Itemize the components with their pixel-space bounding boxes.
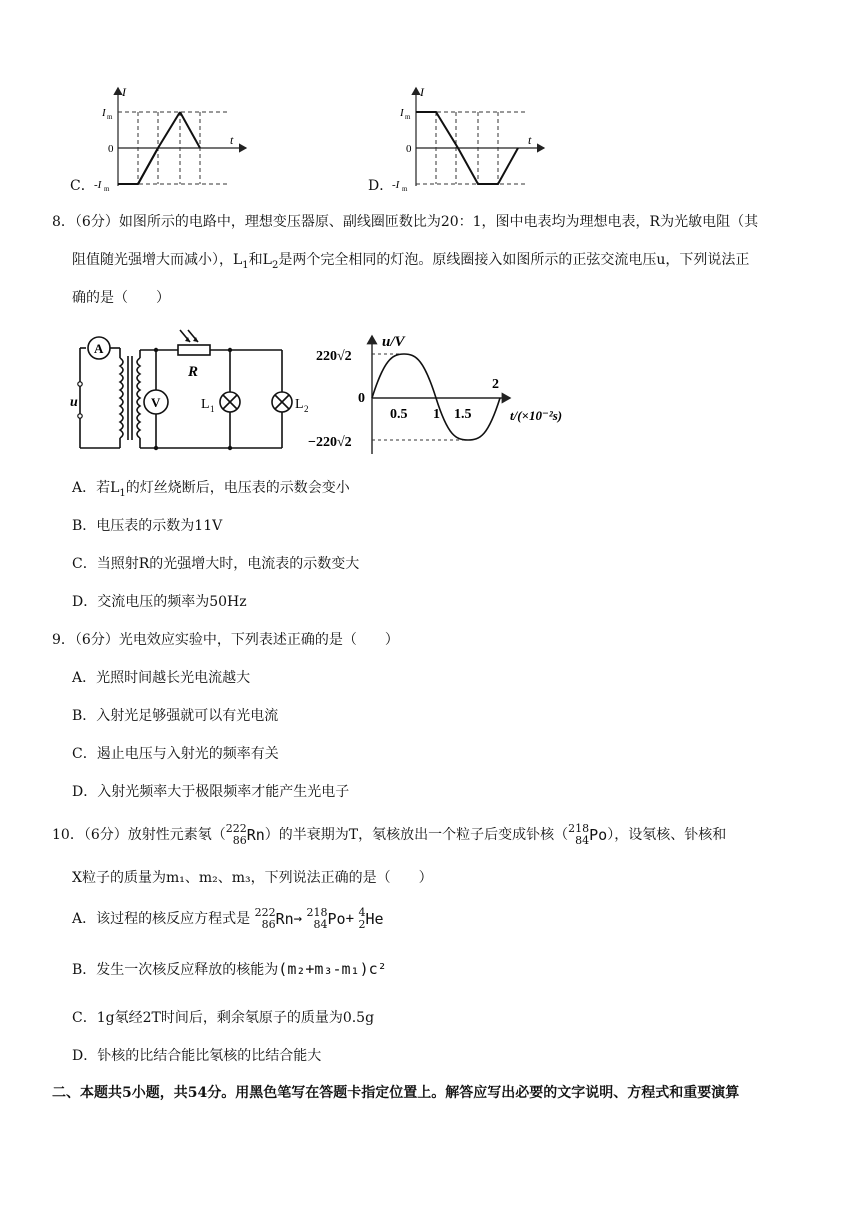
current-graph-c bbox=[70, 82, 270, 197]
q9-option-b: B．入射光足够强就可以有光电流 bbox=[72, 708, 279, 724]
svg-text:t: t bbox=[528, 133, 532, 147]
q8-option-a: A．若$L_1$的灯丝烧断后，电压表的示数会变小 bbox=[72, 480, 350, 499]
svg-text:0: 0 bbox=[358, 391, 365, 406]
photoresistor bbox=[178, 345, 210, 355]
q8-line2: 阻值随光强增大而减小），$L_1$和$L_2$是两个完全相同的灯泡。原线圈接入如图所示的正弦交流电压u，下列说法正 bbox=[72, 252, 750, 271]
q8-line1: 8．（6分）如图所示的电路中，理想变压器原、副线圈匝数比为20：1，图中电表均为理想电表，R为光敏电阻（其 bbox=[52, 214, 759, 230]
q9-option-c: C．遏止电压与入射光的频率有关 bbox=[72, 746, 279, 762]
option-c-label: C． bbox=[70, 178, 95, 194]
ymax-label: 220√2 bbox=[316, 349, 352, 364]
svg-text:-I: -I bbox=[392, 179, 400, 191]
voltmeter-label: V bbox=[151, 395, 161, 410]
polonium-nuclide: 218 84 Po bbox=[568, 822, 608, 847]
q9-option-a: A．光照时间越长光电流越大 bbox=[72, 670, 251, 686]
svg-text:1: 1 bbox=[210, 404, 215, 414]
voltage-sine-graph bbox=[300, 330, 600, 458]
svg-text:2: 2 bbox=[492, 377, 499, 392]
u-label: u bbox=[70, 395, 78, 410]
l1-label: L bbox=[201, 397, 210, 412]
sine-curve bbox=[372, 354, 500, 440]
svg-text:m: m bbox=[107, 113, 113, 121]
q9-stem: 9．（6分）光电效应实验中，下列表述正确的是（ ） bbox=[52, 632, 399, 648]
q10-stem-line2: X粒子的质量为m₁、m₂、m₃，下列说法正确的是（ ） bbox=[72, 870, 433, 886]
svg-text:1.5: 1.5 bbox=[454, 407, 472, 422]
svg-text:1: 1 bbox=[433, 407, 440, 422]
q10-option-a: A．该过程的核反应方程式是 222 86 Rn→ 218 84 Po+ 4 2 He bbox=[72, 906, 384, 931]
q8-option-c: C．当照射R的光强增大时，电流表的示数变大 bbox=[72, 556, 360, 572]
svg-text:0.5: 0.5 bbox=[390, 407, 408, 422]
svg-text:I: I bbox=[420, 85, 424, 99]
svg-text:m: m bbox=[405, 113, 411, 121]
q10-stem-line1: 10．（6分）放射性元素氡（ 222 86 Rn）的半衰期为T，氡核放出一个粒子后变成钋核（ 218 84 Po），设氡核、钋核和 bbox=[52, 820, 726, 850]
r-label: R bbox=[188, 364, 199, 380]
svg-text:-I: -I bbox=[94, 179, 102, 191]
q8-option-b: B．电压表的示数为11V bbox=[72, 518, 223, 534]
q9-option-d: D．入射光频率大于极限频率才能产生光电子 bbox=[72, 784, 350, 800]
radon-nuclide: 222 86 Rn bbox=[225, 822, 265, 847]
current-graph-d bbox=[368, 82, 568, 197]
svg-text:2: 2 bbox=[304, 404, 309, 414]
svg-text:I: I bbox=[102, 107, 106, 119]
ammeter-label: A bbox=[94, 341, 104, 356]
q10-option-c: C．1g氡经2T时间后，剩余氡原子的质量为0.5g bbox=[72, 1010, 375, 1026]
t-axis-label: t/(×10⁻²s) bbox=[510, 408, 563, 423]
q10-option-d: D．钋核的比结合能比氡核的比结合能大 bbox=[72, 1048, 322, 1064]
svg-text:I: I bbox=[400, 107, 404, 119]
section-2-heading: 二、本题共5小题，共54分。用黑色笔写在答题卡指定位置上。解答应写出必要的文字说明、方程式和重要演算 bbox=[52, 1085, 740, 1101]
ymin-label: −220√2 bbox=[308, 435, 352, 450]
svg-text:0: 0 bbox=[406, 143, 412, 155]
q8-line3: 确的是（ ） bbox=[72, 290, 170, 306]
y-axis-label: I bbox=[122, 85, 126, 99]
svg-text:m: m bbox=[402, 185, 408, 193]
transformer-circuit-diagram bbox=[70, 328, 309, 456]
graph-d bbox=[368, 82, 568, 197]
u-axis-label: u/V bbox=[382, 334, 405, 350]
x-axis-label: t bbox=[230, 133, 234, 147]
l2-label: L bbox=[295, 397, 304, 412]
q8-option-d: D．交流电压的频率为50Hz bbox=[72, 594, 247, 610]
svg-text:m: m bbox=[104, 185, 110, 193]
graph-c bbox=[70, 82, 270, 197]
q10-option-b: B．发生一次核反应释放的核能为(m₂+m₃-m₁)c² bbox=[72, 960, 387, 978]
svg-text:0: 0 bbox=[108, 143, 114, 155]
option-d-label: D． bbox=[368, 178, 394, 194]
